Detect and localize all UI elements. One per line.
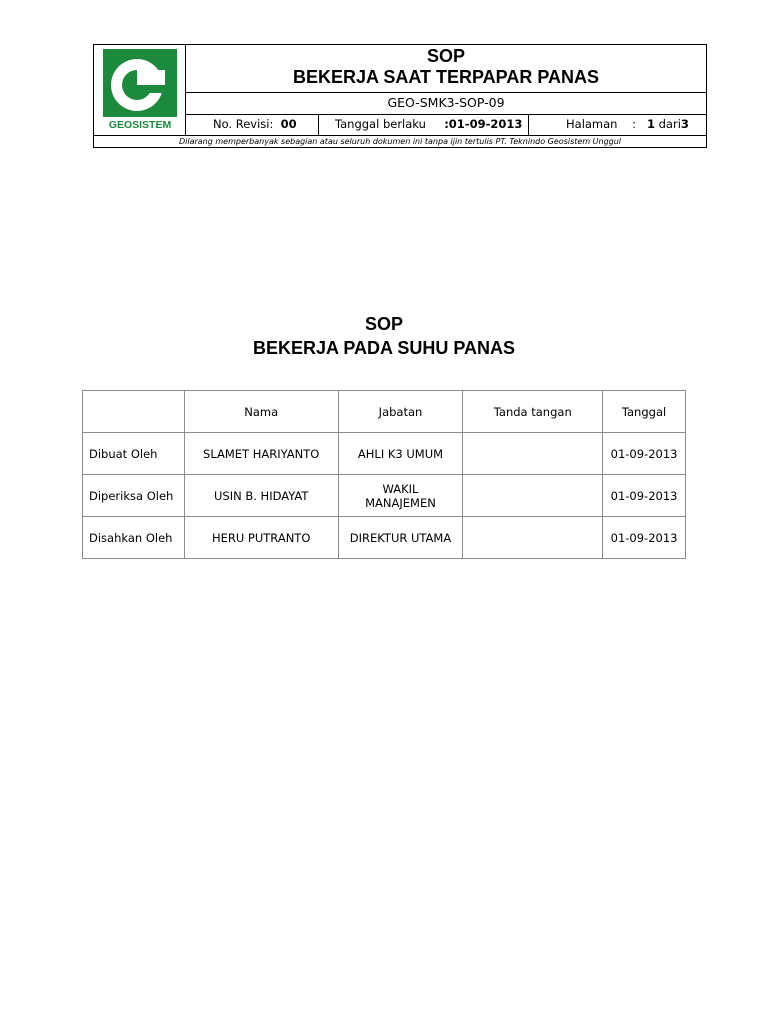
column-header: Tanda tangan [463, 391, 603, 433]
main-title-line2: BEKERJA PADA SUHU PANAS [252, 338, 516, 358]
effective-date-value: :01-09-2013 [444, 117, 523, 131]
page-total: 3 [680, 117, 689, 131]
table-header-row [83, 391, 686, 433]
page-label: Halaman [566, 117, 618, 131]
header-title-line1: SOP [426, 46, 465, 66]
role-cell: Diperiksa Oleh [83, 475, 185, 517]
date-cell: 01-09-2013 [603, 475, 686, 517]
column-header: Nama [184, 391, 338, 433]
page-separator: : [632, 117, 636, 131]
header-title-line2: BEKERJA SAAT TERPAPAR PANAS [292, 67, 600, 87]
position-cell: AHLI K3 UMUM [338, 433, 463, 475]
revision-value: 00 [280, 117, 297, 131]
header-title [186, 45, 706, 93]
table-row [83, 433, 686, 475]
name-cell: HERU PUTRANTO [184, 517, 338, 559]
document-header [93, 44, 707, 148]
role-cell: Disahkan Oleh [83, 517, 185, 559]
role-cell: Dibuat Oleh [83, 433, 185, 475]
approval-table [82, 390, 686, 559]
signature-cell [463, 433, 603, 475]
column-header [83, 391, 185, 433]
table-row [83, 517, 686, 559]
revision-field [186, 114, 319, 135]
main-title-line1: SOP [364, 314, 403, 334]
column-header: Jabatan [338, 391, 463, 433]
page-current: 1 [646, 117, 655, 131]
name-cell: SLAMET HARIYANTO [184, 433, 338, 475]
logo-cell [94, 45, 186, 135]
date-cell: 01-09-2013 [603, 517, 686, 559]
copyright-notice: Dilarang memperbanyak sebagian atau seluruh dokumen ini tanpa ijin tertulis PT. Teknindo Geosistem Unggul [94, 135, 706, 148]
signature-cell [463, 475, 603, 517]
geosistem-logo-icon [103, 49, 177, 117]
meta-row [186, 114, 706, 135]
name-cell: USIN B. HIDAYAT [184, 475, 338, 517]
document-number: GEO-SMK3-SOP-09 [186, 92, 706, 115]
table-row [83, 475, 686, 517]
page-field [529, 114, 709, 135]
logo-text: GEOSISTEM [108, 119, 172, 131]
effective-date-label: Tanggal berlaku [335, 117, 426, 131]
effective-date-field [319, 114, 529, 135]
signature-cell [463, 517, 603, 559]
position-cell: WAKIL MANAJEMEN [338, 475, 463, 517]
column-header: Tanggal [603, 391, 686, 433]
page-of: dari [658, 117, 681, 131]
date-cell: 01-09-2013 [603, 433, 686, 475]
position-cell: DIREKTUR UTAMA [338, 517, 463, 559]
revision-label: No. Revisi: [213, 117, 274, 131]
